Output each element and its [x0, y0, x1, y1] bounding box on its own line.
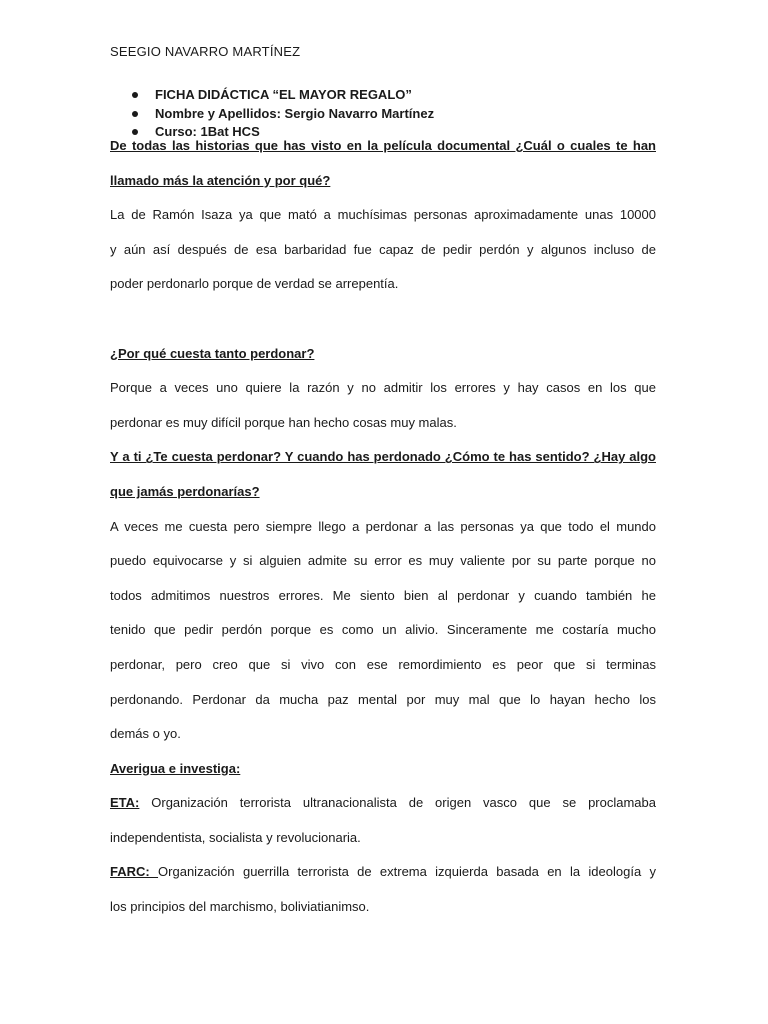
- answer-2-line: Porque a veces uno quiere la razón y no admitir los errores y hay casos en los que: [110, 380, 656, 396]
- bullet-item: Curso: 1Bat HCS: [110, 123, 434, 142]
- answer-2-line: perdonar es muy difícil porque han hecho cosas muy malas.: [110, 414, 457, 430]
- answer-1-line: y aún así después de esa barbaridad fue capaz de pedir perdón y algunos incluso de: [110, 241, 656, 257]
- document-body: [110, 136, 656, 932]
- question-1-heading: De todas las historias que has visto en la película documental ¿Cuál o cuales te han: [110, 138, 656, 153]
- question-1-heading: llamado más la atención y por qué?: [110, 172, 331, 188]
- farc-definition-line: [110, 862, 656, 897]
- question-3-heading: Y a ti ¿Te cuesta perdonar? Y cuando has perdonado ¿Cómo te has sentido? ¿Hay algo: [110, 449, 656, 465]
- farc-label: FARC:: [110, 864, 159, 880]
- info-bullet-list: [110, 86, 434, 142]
- answer-3-line: perdonando. Perdonar da mucha paz mental por muy mal que lo hayan hecho los: [110, 691, 656, 707]
- author-header: SEEGIO NAVARRO MARTÍNEZ: [110, 44, 301, 59]
- farc-text: Organización guerrilla terrorista de extrema izquierda basada en la ideología y: [158, 864, 656, 880]
- eta-definition-line: [110, 793, 656, 828]
- question-2-heading: ¿Por qué cuesta tanto perdonar?: [110, 345, 315, 361]
- investigate-heading: Averigua e investiga:: [110, 760, 241, 776]
- spacer: [110, 309, 656, 344]
- answer-3-line: A veces me cuesta pero siempre llego a perdonar a las personas ya que todo el mundo: [110, 518, 656, 534]
- question-3-heading: que jamás perdonarías?: [110, 483, 260, 499]
- bullet-item: FICHA DIDÁCTICA “EL MAYOR REGALO”: [110, 86, 434, 105]
- bullet-icon: [132, 92, 138, 98]
- farc-definition-line: los principios del marchismo, boliviatianimso.: [110, 899, 370, 915]
- answer-3-line: puedo equivocarse y si alguien admite su error es muy valiente por su parte porque no: [110, 553, 656, 569]
- bullet-icon: [132, 129, 138, 135]
- answer-3-line: tenido que pedir perdón porque es como un alivio. Sinceramente me costaría mucho: [110, 622, 656, 638]
- eta-definition-line: independentista, socialista y revolucionaria.: [110, 829, 361, 845]
- eta-label: ETA:: [110, 795, 140, 811]
- answer-3-line: demás o yo.: [110, 726, 181, 742]
- bullet-icon: [132, 111, 138, 117]
- answer-3-line: todos admitimos nuestros errores. Me siento bien al perdonar y cuando también he: [110, 587, 656, 603]
- bullet-item: Nombre y Apellidos: Sergio Navarro Martínez: [110, 105, 434, 124]
- answer-3-line: perdonar, pero creo que si vivo con ese remordimiento es peor que si terminas: [110, 656, 656, 672]
- answer-1-line: La de Ramón Isaza ya que mató a muchísimas personas aproximadamente unas 10000: [110, 207, 656, 223]
- eta-text: Organización terrorista ultranacionalista de origen vasco que se proclamaba: [139, 795, 656, 811]
- answer-1-line: poder perdonarlo porque de verdad se arrepentía.: [110, 276, 399, 292]
